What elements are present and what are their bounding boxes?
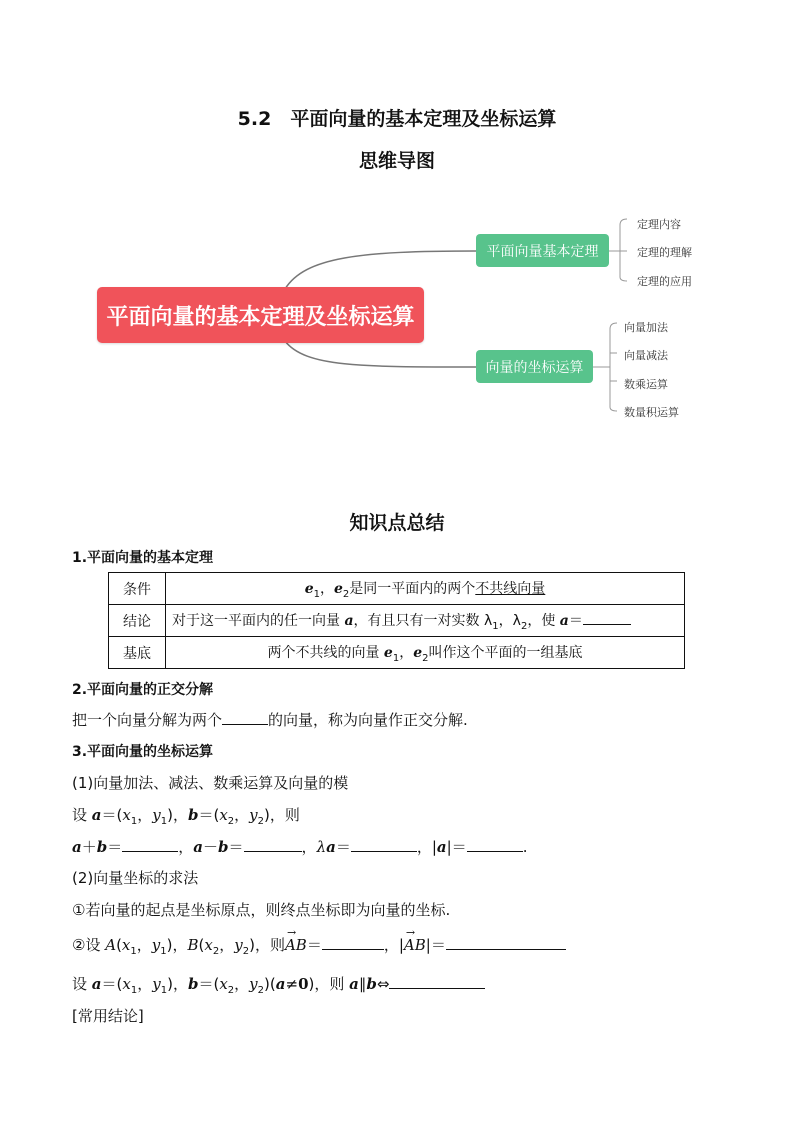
connector-root-branch2: [285, 341, 476, 367]
parallel-condition: 设 $a=(x_1$，$y_1$)，$b=(x_2$，$y_2)(a\ne 0)$，则 a∥b⇔: [72, 973, 485, 996]
subsection-2: (2)向量坐标的求法: [72, 869, 199, 887]
section-1-title: 1.平面向量的基本定理: [72, 550, 214, 566]
connector-branch2-leaves: [593, 323, 617, 411]
table-label: 结论: [109, 605, 166, 637]
page-title: 5.2 平面向量的基本定理及坐标运算: [237, 108, 557, 130]
section-3-title: 3.平面向量的坐标运算: [72, 744, 214, 760]
mindmap-branch-coordinate-ops: 向量的坐标运算: [476, 350, 593, 383]
coordinate-rule-1: ①若向量的起点是坐标原点，则终点坐标即为向量的坐标.: [72, 901, 451, 919]
mindmap-leaf: 数乘运算: [624, 378, 668, 391]
subsection-1: (1)向量加法、减法、数乘运算及向量的模: [72, 774, 349, 792]
table-label: 条件: [109, 573, 166, 605]
coordinate-rule-2: ②设 $A(x_1$，$y_1$)，$B(x_2$，$y_2$)，则AB → ＝ ，|AB → |＝: [72, 934, 566, 957]
table-row: [109, 573, 685, 605]
theorem-table: [108, 572, 685, 669]
formula-setup: 设 $a=(x_1$，$y_1$)，$b=(x_2$，$y_2$)，则: [72, 806, 300, 827]
mindmap-leaf: 数量积运算: [624, 406, 679, 419]
connector-branch1-leaves: [609, 219, 627, 281]
mindmap-leaf: 向量减法: [624, 349, 668, 362]
mindmap-leaf: 定理的应用: [637, 275, 692, 288]
table-row: [109, 605, 685, 637]
mindmap-leaf: 定理内容: [637, 218, 681, 231]
page-subtitle: 思维导图: [358, 150, 435, 172]
table-label: 基底: [109, 637, 166, 669]
connector-root-branch1: [285, 251, 476, 289]
table-cell: 两个不共线的向量 $e_1$，$e_2$叫作这个平面的一组基底: [166, 637, 685, 669]
mindmap-leaf: 向量加法: [624, 321, 668, 334]
section-heading: 知识点总结: [349, 512, 445, 534]
mindmap-root-node: 平面向量的基本定理及坐标运算: [97, 287, 424, 343]
section-2-title: 2.平面向量的正交分解: [72, 682, 214, 698]
table-cell: 对于这一平面内的任一向量 a，有且只有一对实数 $\lambda_1$，$\lambda_2$，使 a＝: [166, 605, 685, 637]
mind-map: [0, 195, 794, 435]
mindmap-leaf: 定理的理解: [637, 246, 692, 259]
orthogonal-text: 把一个向量分解为两个 的向量，称为向量作正交分解.: [72, 711, 468, 729]
common-conclusions: [常用结论]: [72, 1007, 144, 1025]
formula-operations: a＋b＝ ，a－b＝ ，λa＝ ，|a|＝ .: [72, 838, 528, 856]
table-row: [109, 637, 685, 669]
mindmap-branch-basic-theorem: 平面向量基本定理: [476, 234, 609, 267]
table-cell: $e_1$，$e_2$是同一平面内的两个不共线向量: [166, 573, 685, 605]
